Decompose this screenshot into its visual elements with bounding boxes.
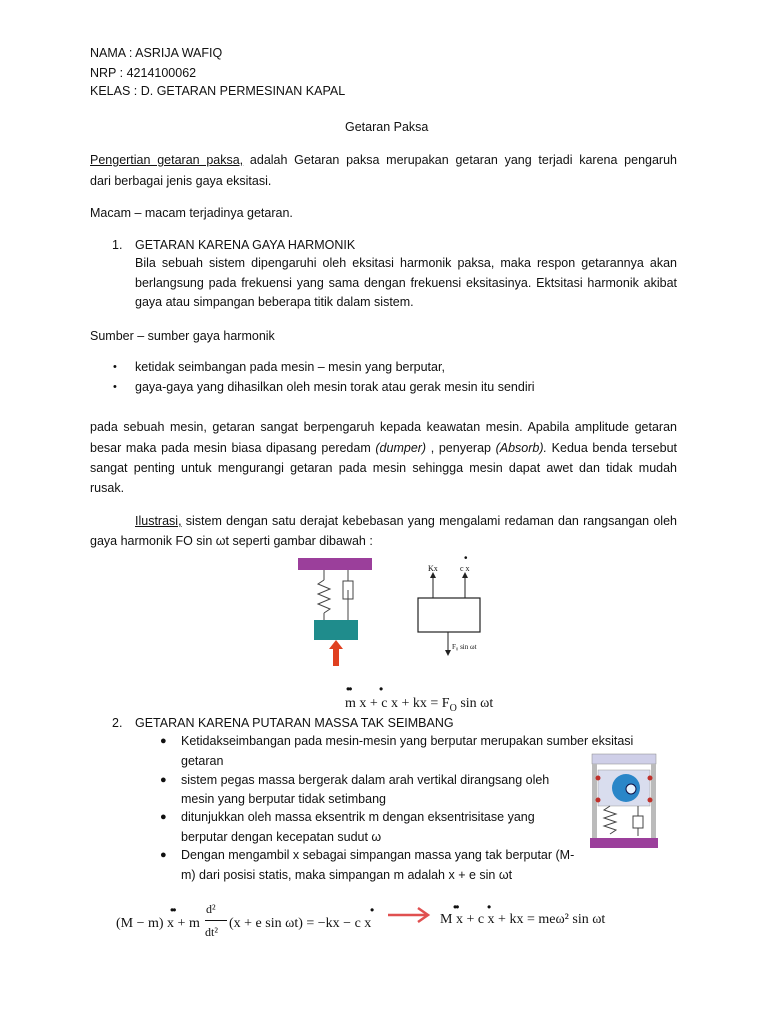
section-1-line-1: Bila sebuah sistem dipengaruhi oleh eksitasi harmonik paksa, maka respon getarannya akan <box>135 256 677 270</box>
student-nrp: NRP : 4214100062 <box>90 66 197 80</box>
arrow-right-icon <box>386 906 432 924</box>
paragraph-line-3: sangat penting untuk mengurangi getaran pada mesin sehingga mesin dapat awet dan tidak mudah <box>90 461 677 475</box>
intro-term: Pengertian getaran paksa, <box>90 153 244 167</box>
intro-line-1 <box>90 153 677 167</box>
spring-damper-diagram <box>296 556 374 668</box>
equation-2-left-b: (x + e sin ωt) = −kx − c x <box>229 916 372 931</box>
force-label: F₀ sin ωt <box>452 643 477 651</box>
ilustrasi-text: sistem dengan satu derajat kebebasan yang mengalami redaman dan rangsangan oleh <box>181 514 677 528</box>
equation-2-left-a: (M − m) x + m <box>116 916 200 931</box>
double-dot-icon: •• <box>453 900 458 914</box>
ilustrasi-line-2: gaya harmonik FO sin ωt seperti gambar dibawah : <box>90 534 373 548</box>
paragraph-line-4: rusak. <box>90 481 125 495</box>
bullet-icon: ● <box>160 774 167 786</box>
sumber-heading: Sumber – sumber gaya harmonik <box>90 329 275 343</box>
bullet-icon: • <box>113 381 117 393</box>
section-2-bullet-1a: Ketidakseimbangan pada mesin-mesin yang berputar merupakan sumber eksitasi <box>181 734 634 748</box>
paragraph-text: , penyerap <box>426 441 496 455</box>
equation-1-sub: O <box>449 702 457 714</box>
section-2-bullet-2a: sistem pegas massa bergerak dalam arah vertikal dirangsang oleh <box>181 773 550 787</box>
dot-icon: • <box>370 903 375 917</box>
equation-1 <box>345 696 493 714</box>
bullet-icon: ● <box>160 811 167 823</box>
section-2-bullet-4b: m) dari posisi statis, maka simpangan m adalah x + e sin ωt <box>181 868 513 882</box>
section-1-heading: GETARAN KARENA GAYA HARMONIK <box>135 238 356 252</box>
page-title: Getaran Paksa <box>345 120 429 134</box>
paragraph-line-2 <box>90 441 677 455</box>
section-2-bullet-1b: getaran <box>181 754 224 768</box>
sumber-item-2: gaya-gaya yang dihasilkan oleh mesin torak atau gerak mesin itu sendiri <box>135 380 535 394</box>
section-2-number: 2. <box>112 716 123 730</box>
fraction-bar <box>205 920 227 921</box>
section-2-bullet-4a: Dengan mengambil x sebagai simpangan massa yang tak berputar (M- <box>181 848 575 862</box>
section-2-bullet-2b: mesin yang berputar tidak setimbang <box>181 792 386 806</box>
bullet-icon: ● <box>160 735 167 747</box>
dumper-term: (dumper) <box>375 441 427 455</box>
student-name: NAMA : ASRIJA WAFIQ <box>90 46 223 60</box>
intro-line-1-text: adalah Getaran paksa merupakan getaran yang terjadi karena pengaruh <box>243 153 677 167</box>
equation-2-frac-den: dt² <box>205 925 218 939</box>
dot-icon: • <box>487 900 492 914</box>
dot-icon: • <box>464 553 468 564</box>
section-2-bullet-3a: ditunjukkan oleh massa eksentrik m dengan eksentrisitase yang <box>181 810 535 824</box>
equation-2-frac-num: d² <box>206 902 216 916</box>
double-dot-icon: •• <box>170 903 175 917</box>
ilustrasi-term: Ilustrasi, <box>135 514 182 528</box>
rotating-unbalance-diagram <box>586 752 662 852</box>
equation-2-right: M x + c x + kx = meω² sin ωt <box>440 912 606 927</box>
paragraph-line-1: pada sebuah mesin, getaran sangat berpengaruh kepada keawatan mesin. Apabila amplitude getaran <box>90 420 677 434</box>
section-2-bullet-3b: berputar dengan kecepatan sudut ω <box>181 830 382 844</box>
intro-line-2: dari berbagai jenis gaya eksitasi. <box>90 174 272 188</box>
section-2-heading: GETARAN KARENA PUTARAN MASSA TAK SEIMBANG <box>135 716 454 730</box>
bullet-icon: • <box>113 361 117 373</box>
dot-icon: • <box>379 682 384 696</box>
absorb-term: (Absorb). <box>495 441 548 455</box>
cx-label: c x <box>460 564 470 573</box>
section-1-line-3: gaya atau simpangan beberapa titik dalam sistem. <box>135 295 414 309</box>
equation-1-tail: sin ωt <box>456 696 494 711</box>
double-dot-icon: •• <box>346 682 351 696</box>
equation-1-main: m x + c x + kx = F <box>345 696 450 711</box>
bullet-icon: ● <box>160 849 167 861</box>
ilustrasi-line-1 <box>135 514 677 528</box>
paragraph-text: Kedua benda tersebut <box>547 441 677 455</box>
paragraph-text: besar maka pada mesin biasa dipasang peredam <box>90 441 376 455</box>
macam-heading: Macam – macam terjadinya getaran. <box>90 206 293 220</box>
sumber-item-1: ketidak seimbangan pada mesin – mesin yang berputar, <box>135 360 445 374</box>
kx-label: Kx <box>428 564 438 573</box>
section-1-line-2: berlangsung pada frekuensi yang sama dengan frekuensi eksitasinya. Ektsitasi harmonik akibat <box>135 276 677 290</box>
student-class: KELAS : D. GETARAN PERMESINAN KAPAL <box>90 84 346 98</box>
section-1-number: 1. <box>112 238 123 252</box>
